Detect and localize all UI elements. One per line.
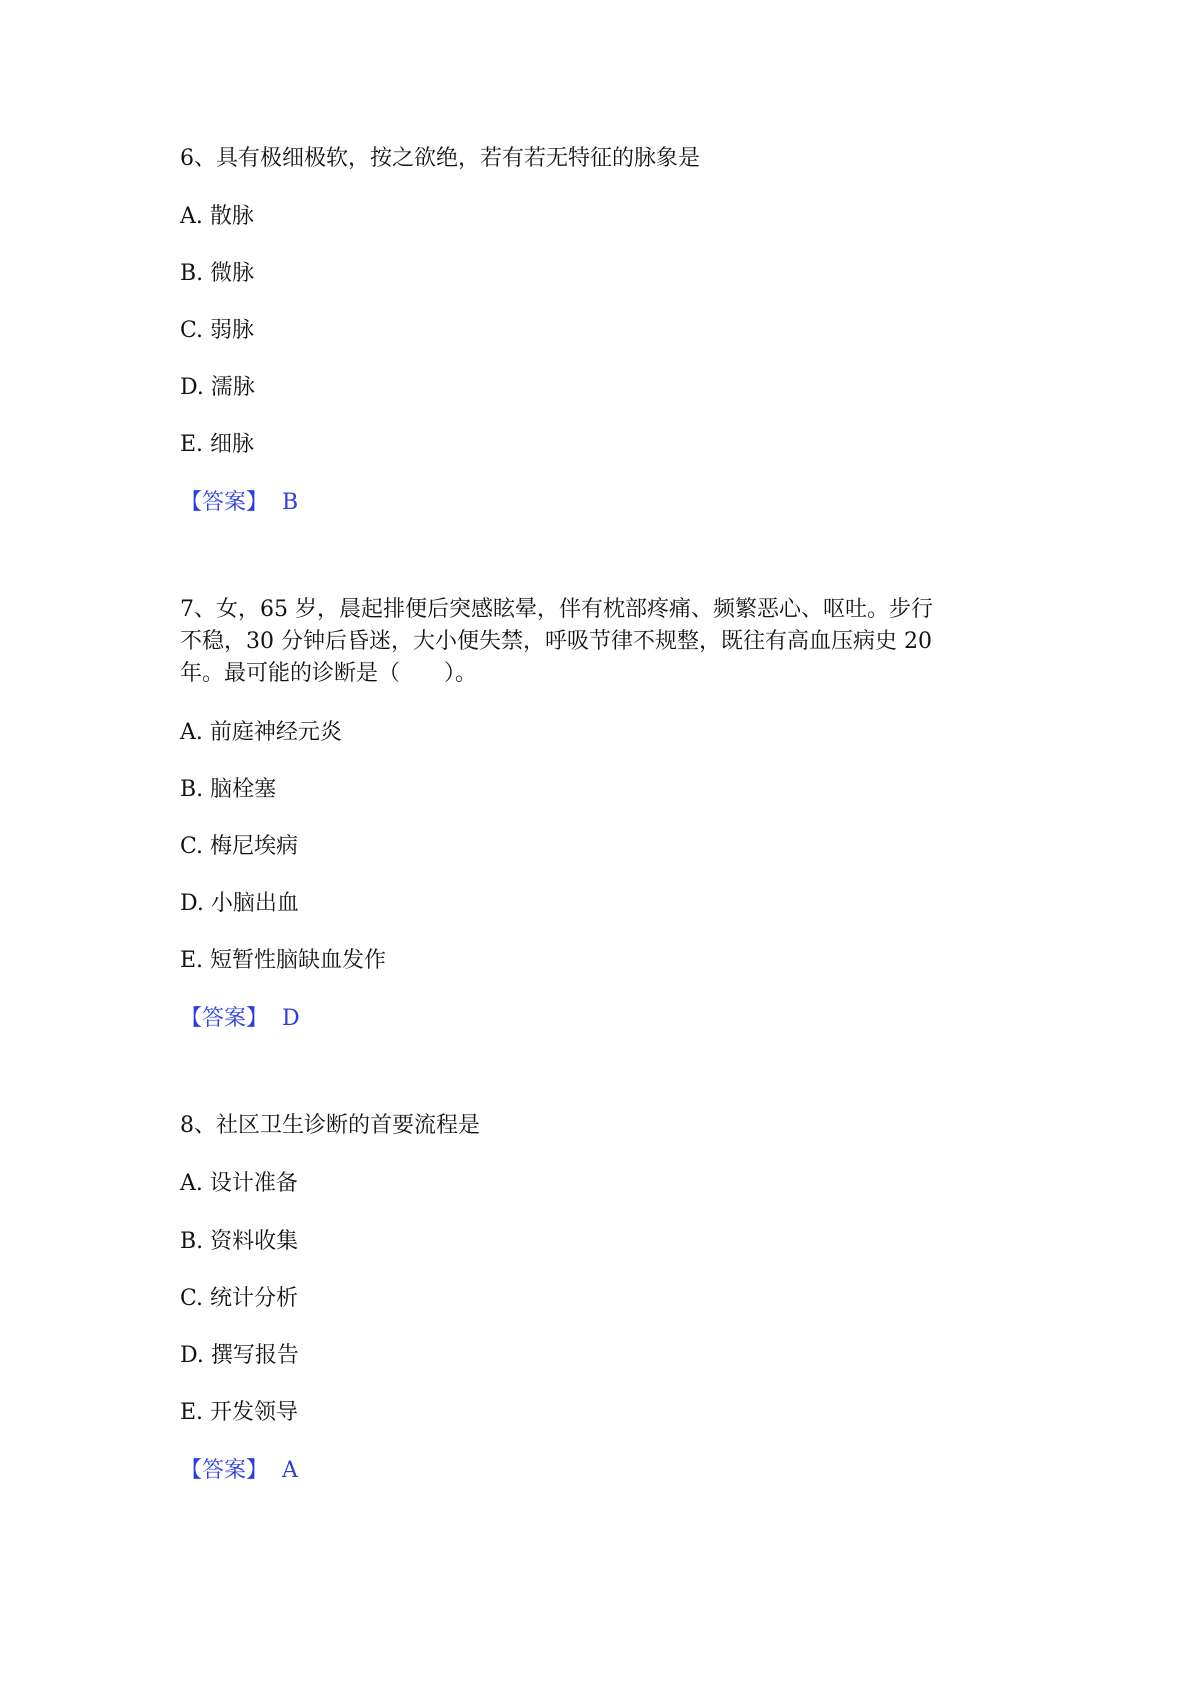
- question-7-stem-line-2: 不稳，30 分钟后昏迷，大小便失禁，呼吸节律不规整，既往有高血压病史 20: [180, 629, 932, 654]
- question-8-stem: 8、社区卫生诊断的首要流程是: [180, 1113, 480, 1138]
- question-6-option-a: A. 散脉: [180, 204, 254, 229]
- question-8-option-a: A. 设计准备: [180, 1171, 298, 1196]
- question-7-option-a: A. 前庭神经元炎: [180, 720, 342, 745]
- answer-label: 【答案】: [180, 1006, 269, 1031]
- question-6-answer: [180, 487, 298, 519]
- answer-value: A: [282, 1458, 298, 1483]
- question-6-stem: 6、具有极细极软，按之欲绝，若有若无特征的脉象是: [180, 146, 700, 171]
- question-7-stem-line-3: 年。最可能的诊断是（ ）。: [180, 661, 478, 686]
- question-7-answer: [180, 1003, 300, 1035]
- answer-value: B: [282, 490, 299, 515]
- answer-value: D: [282, 1006, 300, 1031]
- question-7-option-c: C. 梅尼埃病: [180, 834, 299, 859]
- question-8-option-b: B. 资料收集: [180, 1229, 299, 1254]
- question-8-option-c: C. 统计分析: [180, 1286, 299, 1311]
- question-7-option-e: E. 短暂性脑缺血发作: [180, 948, 387, 973]
- question-8-answer: [180, 1455, 298, 1487]
- question-6-option-b: B. 微脉: [180, 261, 255, 286]
- answer-label: 【答案】: [180, 490, 269, 515]
- question-7-option-b: B. 脑栓塞: [180, 777, 277, 802]
- question-8-option-d: D. 撰写报告: [180, 1343, 299, 1368]
- question-8-option-e: E. 开发领导: [180, 1400, 299, 1425]
- answer-label: 【答案】: [180, 1458, 269, 1483]
- question-6-option-d: D. 濡脉: [180, 375, 255, 400]
- question-7-stem-line-1: 7、女，65 岁，晨起排便后突感眩晕，伴有枕部疼痛、频繁恶心、呕吐。步行: [180, 597, 933, 622]
- question-6-option-c: C. 弱脉: [180, 318, 255, 343]
- question-6-option-e: E. 细脉: [180, 432, 255, 457]
- question-7-option-d: D. 小脑出血: [180, 891, 299, 916]
